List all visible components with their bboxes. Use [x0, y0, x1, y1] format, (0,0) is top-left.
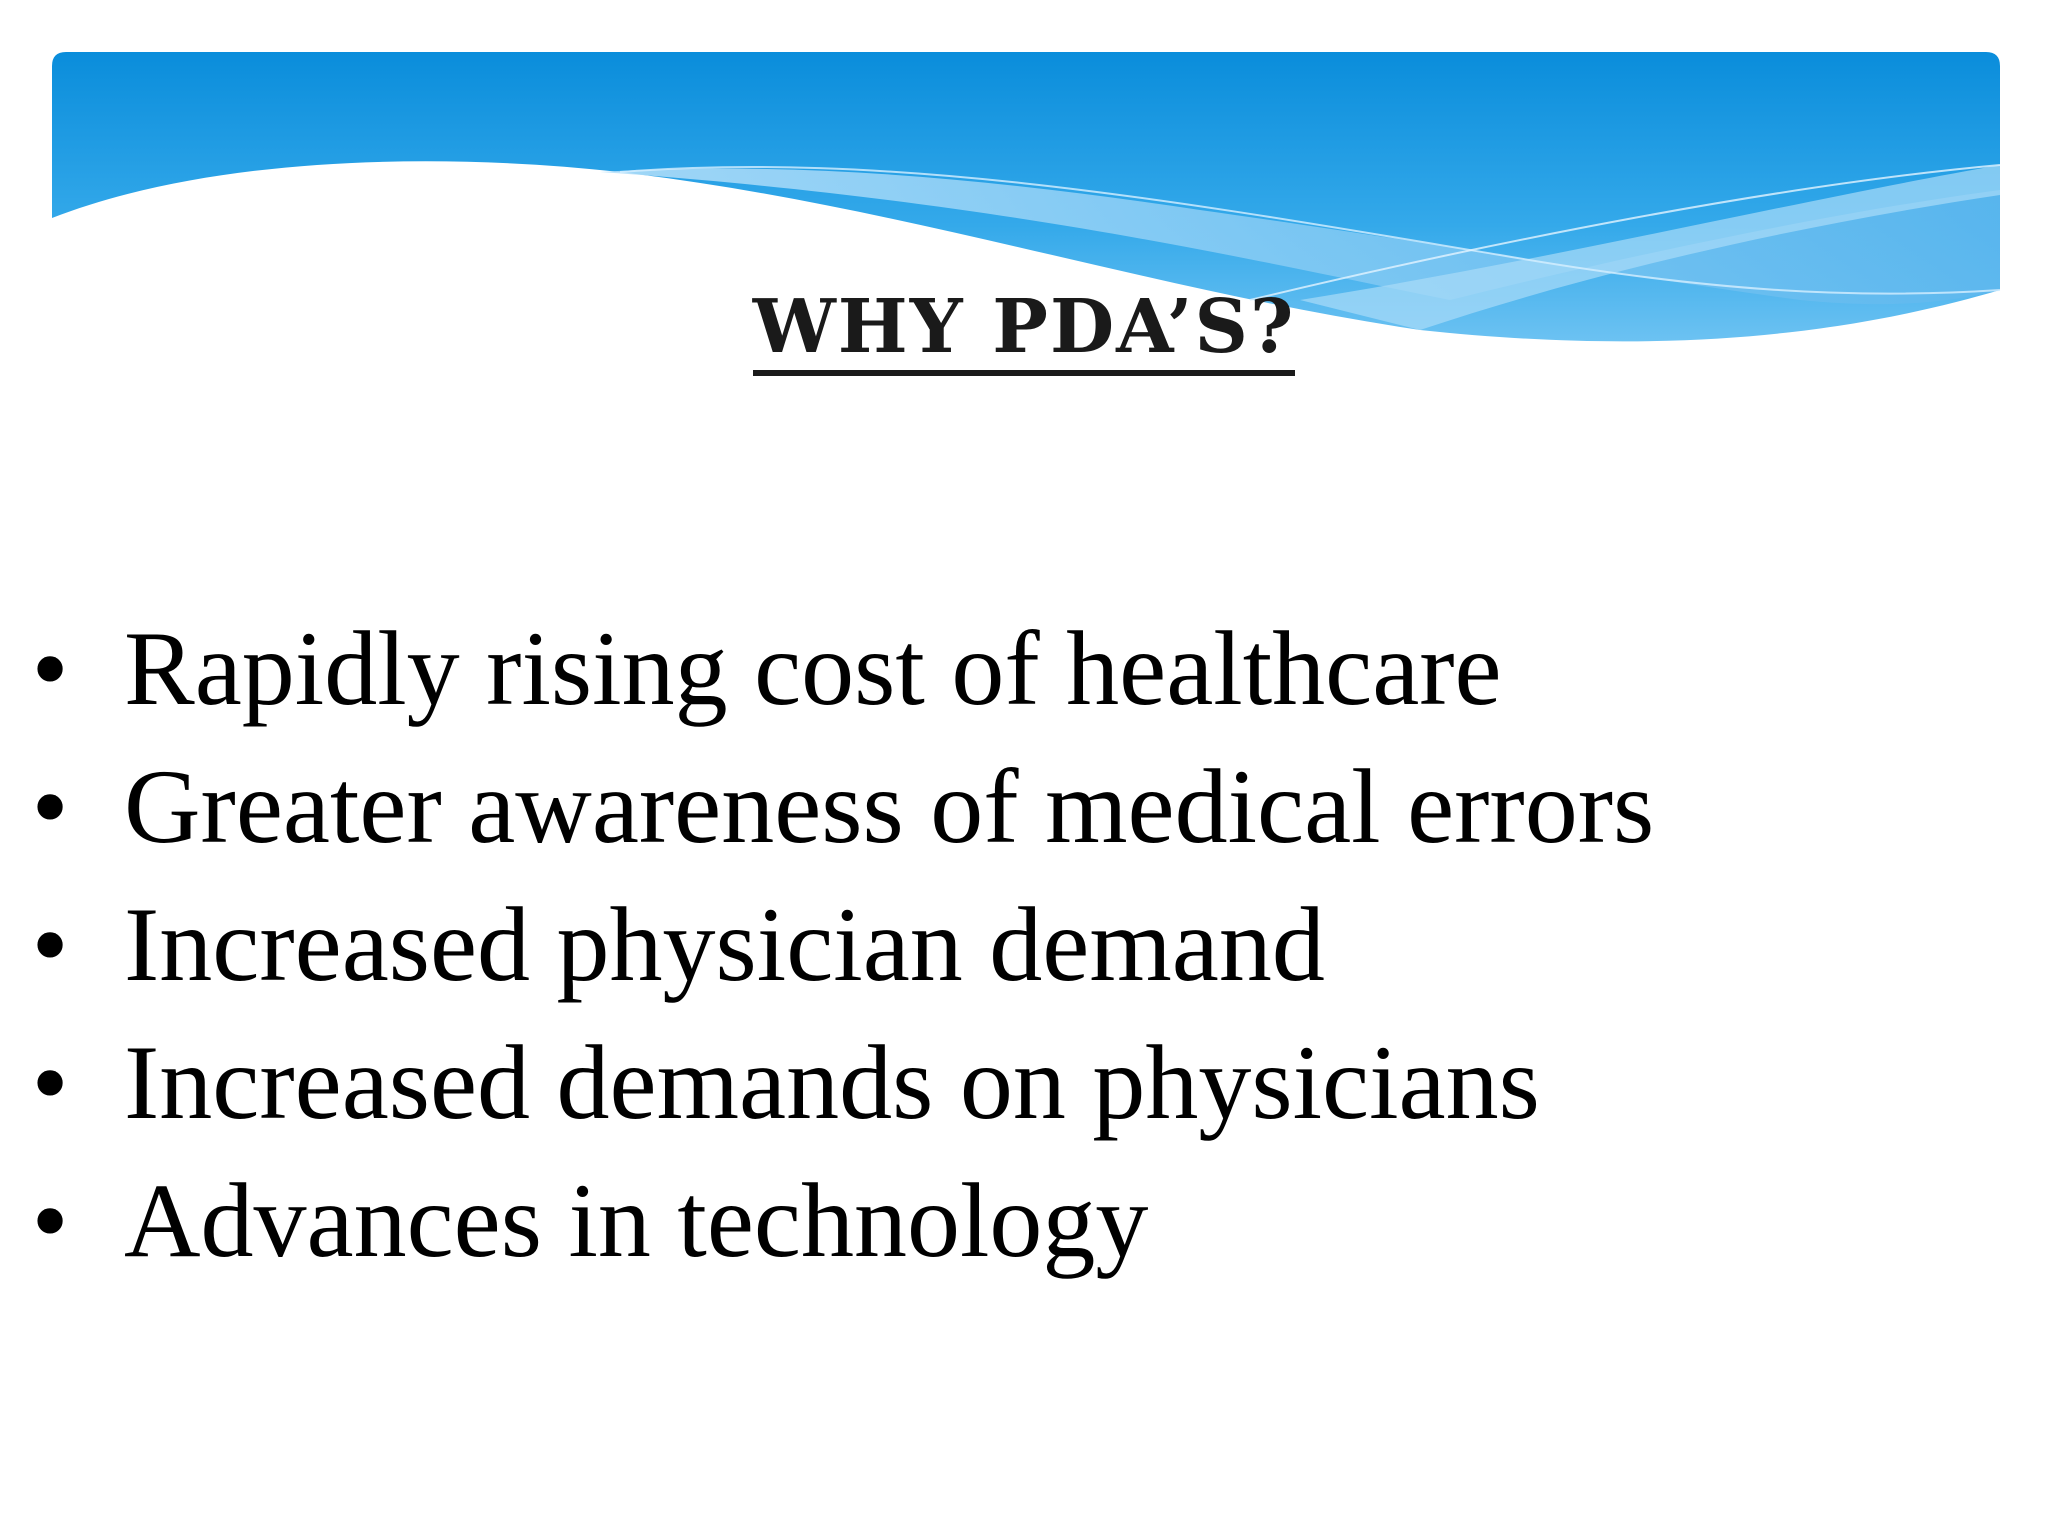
bullet-text: Increased demands on physicians	[124, 1024, 1540, 1141]
list-item	[20, 738, 1654, 876]
bullet-text: Greater awareness of medical errors	[124, 748, 1655, 865]
bullet-icon: •	[31, 1024, 69, 1141]
bullet-list	[20, 600, 1654, 1290]
bullet-text: Increased physician demand	[124, 886, 1325, 1003]
slide-title-text: WHY PDA’S?	[753, 290, 1296, 376]
bullet-icon: •	[31, 610, 69, 727]
bullet-text: Advances in technology	[124, 1162, 1149, 1279]
list-item	[20, 1152, 1654, 1290]
bullet-icon: •	[31, 748, 69, 865]
list-item	[20, 876, 1654, 1014]
bullet-icon: •	[31, 1162, 69, 1279]
bullet-icon: •	[31, 886, 69, 1003]
list-item	[20, 1014, 1654, 1152]
slide-title	[0, 284, 2048, 376]
list-item	[20, 600, 1654, 738]
bullet-text: Rapidly rising cost of healthcare	[124, 610, 1502, 727]
